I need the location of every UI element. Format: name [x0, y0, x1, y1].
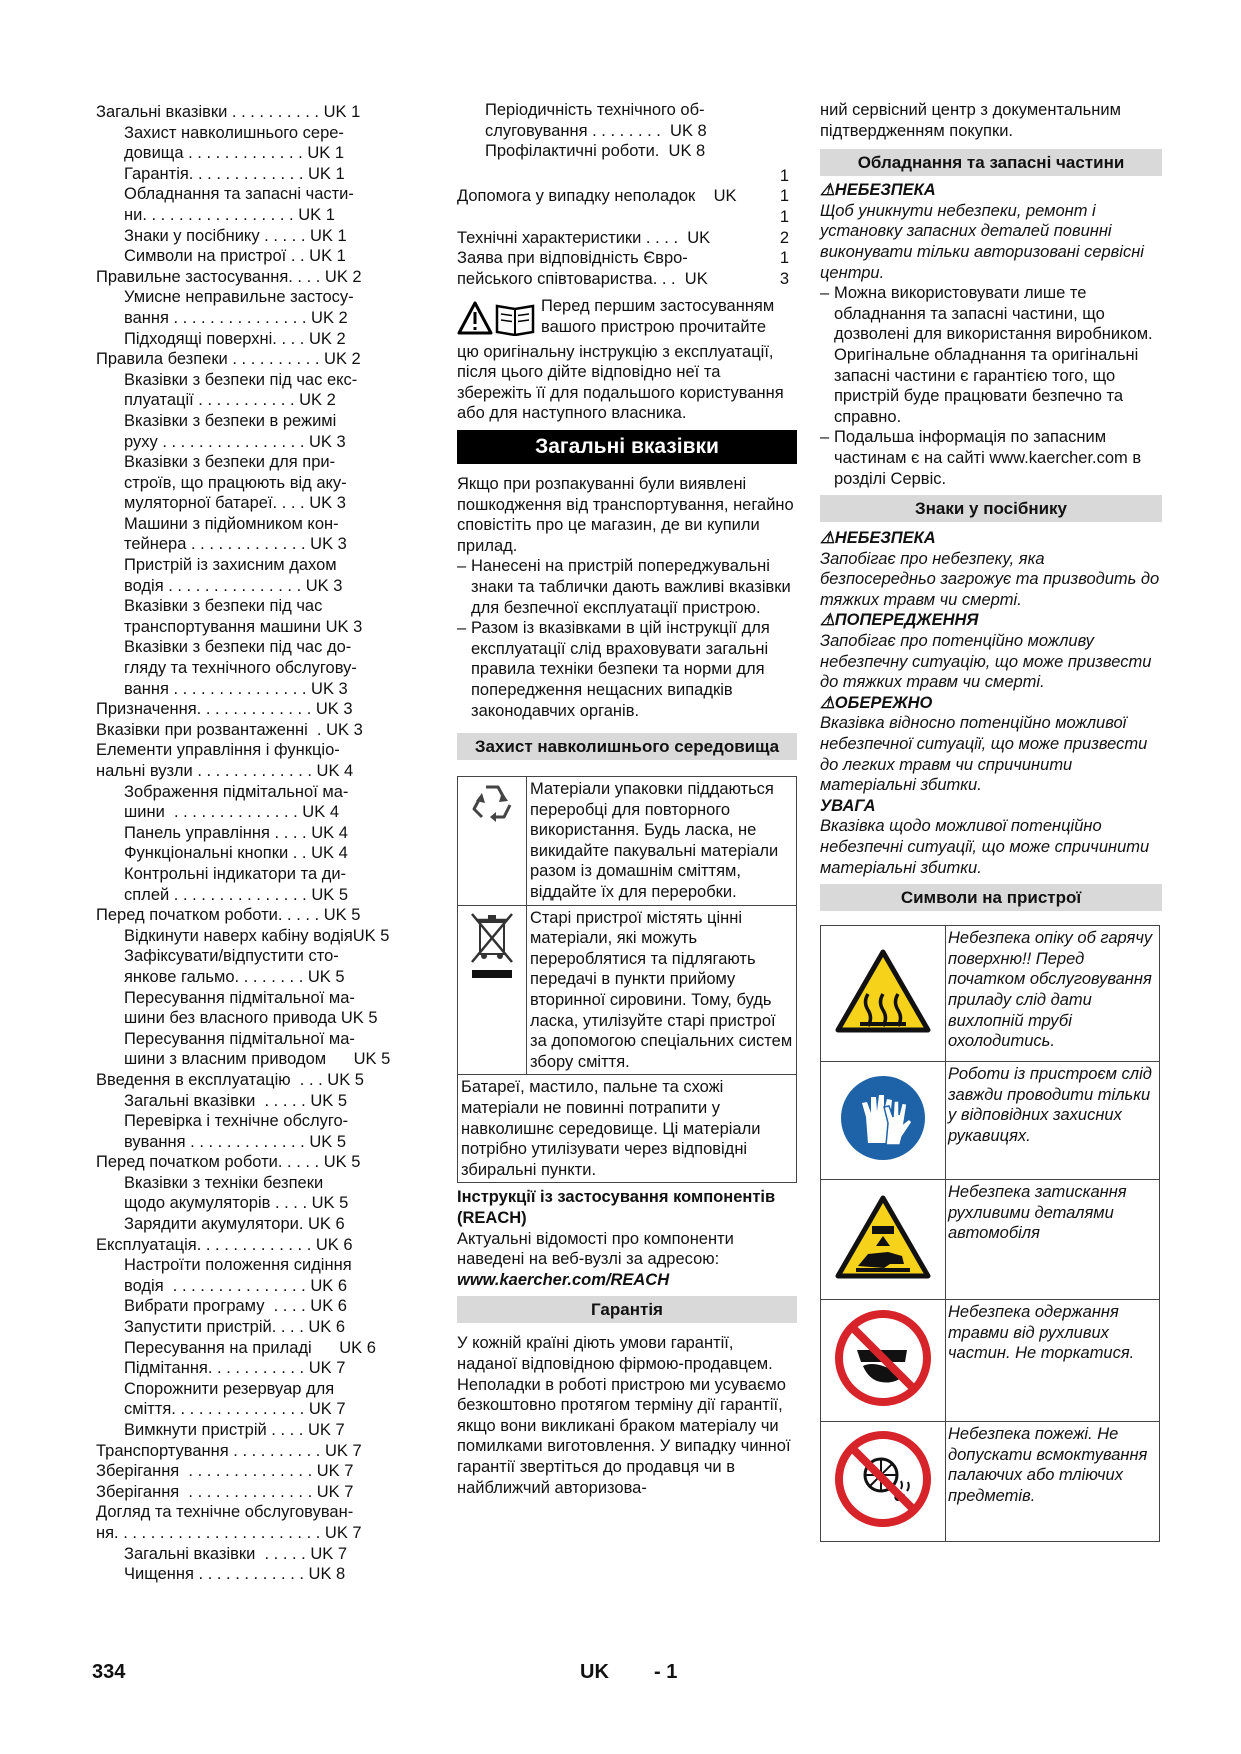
toc-page-num: 1 — [779, 249, 789, 267]
section-title-environment: Захист навколишнього середовища — [457, 733, 797, 760]
section-title-signs: Знаки у посібнику — [820, 495, 1162, 522]
toc-line[interactable]: Знаки у посібнику . . . . . UK 1 — [124, 226, 347, 245]
toc-line[interactable]: Зберігання . . . . . . . . . . . . . . UK 7 — [96, 1482, 354, 1501]
toc-page-num: 1 — [779, 208, 789, 226]
toc-line[interactable]: Панель управління . . . . UK 4 — [124, 823, 348, 842]
toc-line[interactable]: Підходящі поверхні. . . . UK 2 — [124, 329, 346, 348]
toc-line[interactable]: щодо акумуляторів . . . . UK 5 — [124, 1194, 349, 1213]
toc-line[interactable]: Гарантія. . . . . . . . . . . . . UK 1 — [124, 164, 345, 183]
list-item: – Нанесені на пристрій попереджувальні знаки та таблички дають важливі вказівки для безпечної експлуатації пристрою. — [457, 557, 791, 617]
toc-line[interactable]: Пересування підмітальної ма- — [124, 988, 355, 1007]
toc-line[interactable]: водія . . . . . . . . . . . . . . . UK 6 — [124, 1276, 347, 1295]
sign-label: ⚠ОБЕРЕЖНО — [820, 693, 933, 712]
toc-line[interactable]: Вказівки з безпеки під час екс- — [124, 370, 358, 389]
toc-line[interactable]: Вказівки з безпеки для при- — [124, 453, 336, 472]
toc-line[interactable]: Перевірка і технічне обслуго- — [124, 1112, 349, 1131]
toc-line[interactable]: Заява при відповідність Євро- — [457, 249, 688, 267]
warning-manual-icons — [457, 296, 541, 342]
toc-line[interactable]: Пересування підмітальної ма- — [124, 1029, 355, 1048]
toc-line[interactable]: сплей . . . . . . . . . . . . . . . UK 5 — [124, 885, 348, 904]
toc-line[interactable]: Технічні характеристики . . . . UK — [457, 229, 711, 247]
toc-line[interactable]: плуатації . . . . . . . . . . . UK 2 — [124, 391, 336, 410]
toc-line[interactable]: строїв, що працюють від аку- — [124, 473, 347, 492]
toc-line[interactable]: Перед початком роботи. . . . . UK 5 — [96, 906, 361, 925]
toc-line[interactable]: Догляд та технічне обслуговуван- — [96, 1503, 354, 1522]
toc-line[interactable]: шини з власним приводом UK 5 — [124, 1050, 391, 1069]
toc-line[interactable]: Вимкнути пристрій . . . . UK 7 — [124, 1421, 345, 1439]
intro-line: вашого пристрою прочитайте — [541, 317, 767, 336]
toc-line[interactable]: шини . . . . . . . . . . . . . . UK 4 — [124, 803, 339, 822]
toc-line[interactable]: Вказівки з техніки безпеки — [124, 1173, 324, 1192]
toc-line[interactable]: Настроїти положення сидіння — [124, 1256, 352, 1275]
toc-line[interactable]: вування . . . . . . . . . . . . . UK 5 — [124, 1132, 347, 1151]
symbol-text: Роботи із пристроєм слід завжди проводити тільки у відповідних захисних рукавицях. — [946, 1062, 1160, 1180]
warning-triangle-icon: ⚠ — [820, 529, 835, 548]
toc-line[interactable]: нальні вузли . . . . . . . . . . . . . UK 4 — [96, 762, 354, 780]
toc-page-num: 1 — [779, 167, 789, 185]
toc-line[interactable]: Пересування на приладі UK 6 — [124, 1338, 376, 1357]
toc-line[interactable]: Обладнання та запасні части- — [124, 185, 354, 204]
environment-text: Старі пристрої містять цінні матеріали, які можуть перероблятися та підлягають передачі в пункти прийому вторинної сировини. Тому, будь ласка, утилізуйте старі пристрої за допомогою спеціальних систем збору сміття. — [527, 905, 797, 1075]
toc-line[interactable]: Символи на пристрої . . UK 1 — [124, 247, 346, 266]
section-title-symbols: Символи на пристрої — [820, 884, 1162, 911]
toc-line[interactable]: Захист навколишнього сере- — [124, 123, 344, 142]
toc-line[interactable]: Загальні вказівки . . . . . UK 5 — [124, 1091, 348, 1110]
toc-line[interactable]: Загальні вказівки . . . . . UK 7 — [124, 1544, 348, 1563]
reach-text: Актуальні відомості про компоненти наведені на веб-вузлі за адресою: — [457, 1229, 734, 1269]
toc-line[interactable]: Запустити пристрій. . . . UK 6 — [124, 1318, 346, 1337]
toc-line[interactable]: Зображення підмітальної ма- — [124, 782, 349, 801]
sign-label: ⚠НЕБЕЗПЕКА — [820, 529, 936, 548]
toc-line[interactable]: водія . . . . . . . . . . . . . . . UK 3 — [124, 576, 343, 595]
toc-page-num: 2 — [779, 229, 789, 247]
toc-line[interactable]: Відкинути наверх кабіну водіяUK 5 — [124, 926, 390, 945]
toc-line[interactable]: Елементи управління і функціо- — [96, 741, 340, 760]
page-number: 334 — [92, 1661, 126, 1683]
toc-line[interactable]: Зберігання . . . . . . . . . . . . . . UK 7 — [96, 1462, 354, 1481]
sign-text: Запобігає про небезпеку, яка безпосередньо загрожує та призводить до тяжких травм чи смерті. — [820, 549, 1160, 609]
toc-line[interactable]: Підмітання. . . . . . . . . . . UK 7 — [124, 1359, 346, 1378]
toc-line[interactable]: Перед початком роботи. . . . . UK 5 — [96, 1153, 361, 1172]
toc-line[interactable]: Вказівки з безпеки під час — [124, 597, 323, 616]
toc-line[interactable]: тейнера . . . . . . . . . . . . . UK 3 — [124, 535, 347, 554]
toc-line[interactable]: вання . . . . . . . . . . . . . . . UK 3 — [124, 679, 348, 698]
environment-table — [457, 776, 797, 1183]
sign-text: Вказівка щодо можливої потенційно небезпечні ситуації, що може спричинити матеріальні збитки. — [820, 817, 1150, 877]
warranty-text: У кожній країні діють умови гарантії, наданої відповідною фірмою-продавцем. Неполадки в роботі пристрою ми усуваємо безкоштовно протягом терміну дії гарантії, якщо вони викликані браком матеріалу чи помилками виготовлення. У випадку чинної гарантії звертіться до продавця чи в найближчий авторизова- — [457, 1334, 791, 1497]
gloves-icon — [821, 1062, 946, 1180]
warning-triangle-icon: ⚠ — [820, 693, 835, 712]
weee-bin-icon — [458, 905, 527, 1075]
toc-line[interactable]: Профілактичні роботи. UK 8 — [485, 142, 706, 161]
list-item: – Подальша інформація по запасним частинам є на сайті www.kaercher.com в розділі Сервіс. — [820, 428, 1142, 488]
toc-line[interactable]: Спорожнити резервуар для — [124, 1379, 335, 1398]
toc-line[interactable]: транспортування машини UK 3 — [124, 617, 363, 636]
toc-line[interactable]: слуговування . . . . . . . . UK 8 — [485, 121, 707, 140]
toc-column — [96, 102, 418, 1585]
sign-label: УВАГА — [820, 796, 876, 815]
toc-line[interactable]: Вказівки з безпеки під час до- — [124, 638, 352, 657]
toc-line[interactable]: шини без власного привода UK 5 — [124, 1009, 378, 1028]
toc-line[interactable]: Правильне застосування. . . . UK 2 — [96, 267, 362, 286]
toc-page-num: 1 — [779, 187, 789, 205]
warning-triangle-icon: ⚠ — [820, 611, 835, 630]
reach-link[interactable]: www.kaercher.com/REACH — [457, 1270, 670, 1289]
toc-line[interactable]: вання . . . . . . . . . . . . . . . UK 2 — [124, 308, 348, 327]
no-touch-icon — [821, 1300, 946, 1422]
intro-line: Перед першим застосуванням — [541, 297, 775, 315]
section-title-general: Загальні вказівки — [457, 430, 797, 464]
warranty-continuation: ний сервісний центр з документальним підтвердженням покупки. — [820, 101, 1121, 140]
toc-line[interactable]: Чищення . . . . . . . . . . . . UK 8 — [124, 1565, 346, 1584]
sign-label: ⚠ПОПЕРЕДЖЕННЯ — [820, 611, 979, 630]
toc-line[interactable]: Введення в експлуатацію . . . UK 5 — [96, 1070, 364, 1089]
toc-line[interactable]: Загальні вказівки . . . . . . . . . . UK 1 — [96, 103, 361, 121]
toc-page-num: 3 — [779, 270, 789, 288]
danger-label: ⚠НЕБЕЗПЕКА — [820, 181, 936, 200]
toc-line[interactable]: Періодичність технічного об- — [485, 101, 705, 119]
toc-line[interactable]: Машини з підйомником кон- — [124, 514, 339, 533]
symbol-text: Небезпека одержання травми від рухливих частин. Не торкатися. — [946, 1300, 1160, 1422]
toc-line[interactable]: довища . . . . . . . . . . . . . UK 1 — [124, 144, 344, 163]
footer-language: UK — [580, 1661, 609, 1683]
toc-line[interactable]: Вказівки з безпеки в режимі — [124, 411, 337, 430]
symbol-text: Небезпека затискання рухливими деталями автомобіля — [946, 1180, 1160, 1300]
toc-line[interactable]: муляторної батареї. . . . UK 3 — [124, 494, 346, 513]
toc-line[interactable]: гляду та технічного обслугову- — [124, 659, 357, 678]
toc-line[interactable]: Вибрати програму . . . . UK 6 — [124, 1297, 347, 1316]
list-item: – Разом із вказівками в цій інструкції для експлуатації слід враховувати загальні правила техніки безпеки та норми для попередження нещасних випадків законодавчих органів. — [457, 619, 770, 720]
toc-line[interactable]: ни. . . . . . . . . . . . . . . . . UK 1 — [124, 205, 335, 224]
toc-line[interactable]: Функціональні кнопки . . UK 4 — [124, 844, 348, 863]
toc-line[interactable]: сміття. . . . . . . . . . . . . . . UK 7 — [124, 1400, 346, 1419]
toc-line[interactable]: Зарядити акумулятори. UK 6 — [124, 1215, 345, 1234]
toc-line[interactable]: Зафіксувати/відпустити сто- — [124, 947, 339, 966]
hot-surface-icon — [821, 926, 946, 1062]
environment-text: Батареї, мастило, пальне та схожі матеріали не повинні потрапити у навколишнє середовище. Ці матеріали потрібно утилізувати через відповідні збиральні пункти. — [458, 1075, 797, 1183]
intro-text: цю оригінальну інструкцію з експлуатації, після цього дійте відповідно неї та збережіть її для подальшого користування або для наступного власника. — [457, 342, 784, 423]
recycle-icon — [458, 777, 527, 906]
environment-text: Матеріали упаковки піддаються переробці для повторного використання. Будь ласка, не викидайте пакувальні матеріали разом із домашнім сміттям, віддайте їх для переробки. — [527, 777, 797, 906]
symbol-text: Небезпека пожежі. Не допускати всмоктування палаючих або тліючих предметів. — [946, 1422, 1160, 1542]
signs-list — [820, 528, 1162, 878]
toc-continuation — [457, 101, 797, 288]
footer-page-index: - 1 — [654, 1661, 678, 1683]
sign-text: Вказівка відносно потенційно можливої небезпечної ситуації, що може призвести до легких травм чи спричинити матеріальні збитки. — [820, 714, 1148, 795]
toc-line[interactable]: Експлуатація. . . . . . . . . . . . . UK 6 — [96, 1235, 353, 1254]
toc-line[interactable]: Умисне неправильне застосу- — [124, 288, 354, 307]
symbol-text: Небезпека опіку об гарячу поверхню!! Перед початком обслуговування приладу слід дати вихлопній трубі охолодитись. — [946, 926, 1160, 1062]
crush-hazard-icon — [821, 1180, 946, 1300]
right-column — [820, 102, 1162, 1542]
toc-line[interactable]: Пристрій із захисним дахом — [124, 556, 337, 575]
toc-line[interactable]: Правила безпеки . . . . . . . . . . UK 2 — [96, 350, 361, 369]
symbols-table — [820, 925, 1160, 1542]
danger-text: Щоб уникнути небезпеки, ремонт і установку запасних деталей повинні виконувати тільки авторизовані сервісні центри. — [820, 201, 1144, 282]
intro-block — [457, 296, 797, 424]
toc-line[interactable]: Контрольні індикатори та ди- — [124, 864, 347, 883]
reach-title: Інструкції із застосування компонентів (REACH) — [457, 1188, 776, 1227]
section-title-parts: Обладнання та запасні частини — [820, 149, 1162, 176]
toc-line[interactable]: пейського співтовариства. . . UK — [457, 270, 708, 288]
middle-column — [457, 102, 797, 1498]
section-title-warranty: Гарантія — [457, 1296, 797, 1323]
toc-line[interactable]: Призначення. . . . . . . . . . . . . UK 3 — [96, 700, 353, 719]
general-paragraph: Якщо при розпакуванні були виявлені пошкодження від транспортування, негайно сповістіть про це магазин, де ви купили прилад. — [457, 474, 794, 555]
list-item: – Можна використовувати лише те обладнання та запасні частини, що дозволені для використання виробником. Оригінальне обладнання та оригінальні запасні частини є гарантією того, що пристрій буде працювати безпечно та справно. — [820, 284, 1153, 426]
toc-line[interactable]: Транспортування . . . . . . . . . . UK 7 — [96, 1441, 362, 1460]
toc-line[interactable]: ня. . . . . . . . . . . . . . . . . . . . . . . UK 7 — [96, 1523, 362, 1542]
no-burning-objects-icon — [821, 1422, 946, 1542]
toc-line[interactable]: янкове гальмо. . . . . . . . UK 5 — [124, 967, 345, 986]
sign-text: Запобігає про потенційно можливу небезпечну ситуацію, що може призвести до тяжких травм чи смерті. — [820, 632, 1152, 692]
toc-line[interactable]: Допомога у випадку неполадок UK — [457, 187, 737, 205]
warning-triangle-icon: ⚠ — [820, 181, 835, 200]
toc-line[interactable]: Вказівки при розвантаженні . UK 3 — [96, 720, 363, 739]
toc-line[interactable]: руху . . . . . . . . . . . . . . . . UK 3 — [124, 432, 346, 451]
